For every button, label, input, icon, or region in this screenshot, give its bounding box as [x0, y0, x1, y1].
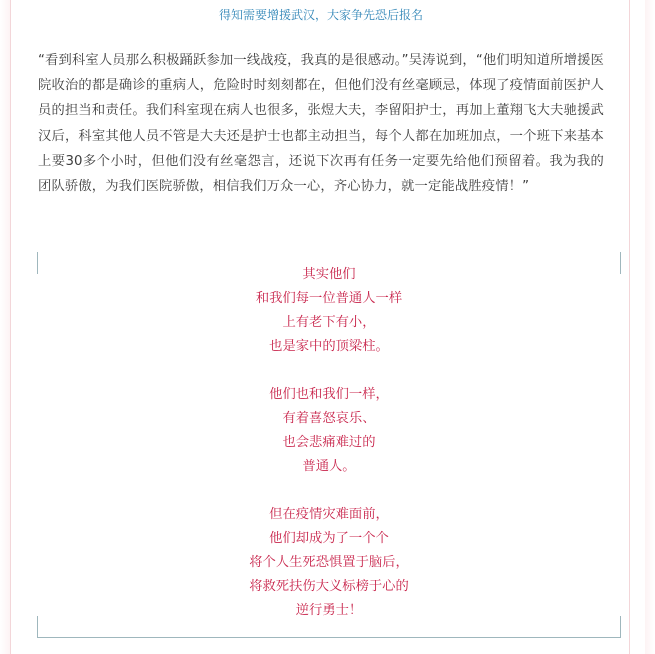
poem-line: 也会悲痛难过的	[282, 435, 376, 450]
poem-stanza-1	[37, 263, 621, 359]
poem-line: 逆行勇士！	[295, 603, 363, 618]
poem-line: 他们也和我们一样，	[269, 387, 389, 402]
poem-line: 普通人。	[302, 459, 356, 474]
poem-line: 其实他们	[302, 267, 356, 282]
poem-line: 也是家中的顶梁柱。	[269, 339, 389, 354]
poem-line: 但在疫情灾难面前，	[269, 507, 389, 522]
article-page	[10, 0, 630, 654]
quote-paragraph: “看到科室人员那么积极踊跃参加一线战疫，我真的是很感动。”吴涛说到，“他们明知道所增援医院收治的都是确诊的重病人，危险时时刻刻都在，但他们没有丝毫顾忌，体现了疫情面前医护人员的担当和责任。我们科室现在病人也很多，张煜大夫，李留阳护士，再加上董翔飞大夫驰援武汉后，科室其他人员不管是大夫还是护士也都主动担当，每个人都在加班加点，一个班下来基本上要30多个小时，但他们没有丝毫怨言，还说下次再有任务一定要先给他们预留着。我为我的团队骄傲，为我们医院骄傲，相信我们万众一心，齐心协力，就一定能战胜疫情！”	[38, 53, 604, 195]
poem-stanza-2	[37, 383, 621, 479]
page-edge-right	[645, 0, 655, 654]
poem-line: 有着喜怒哀乐、	[282, 411, 376, 426]
poem-line: 上有老下有小，	[282, 315, 376, 330]
poem-line: 将救死扶伤大义标榜于心的	[249, 579, 409, 594]
image-caption: 得知需要增援武汉，大家争先恐后报名	[218, 8, 423, 22]
poem-line: 他们却成为了一个个	[269, 531, 389, 546]
poem-line: 将个人生死恐惧置于脑后，	[249, 555, 409, 570]
page-edge-left	[0, 0, 10, 654]
poem-line: 和我们每一位普通人一样	[255, 291, 403, 306]
poem-stanza-3	[37, 503, 621, 623]
poem-frame	[37, 252, 621, 638]
